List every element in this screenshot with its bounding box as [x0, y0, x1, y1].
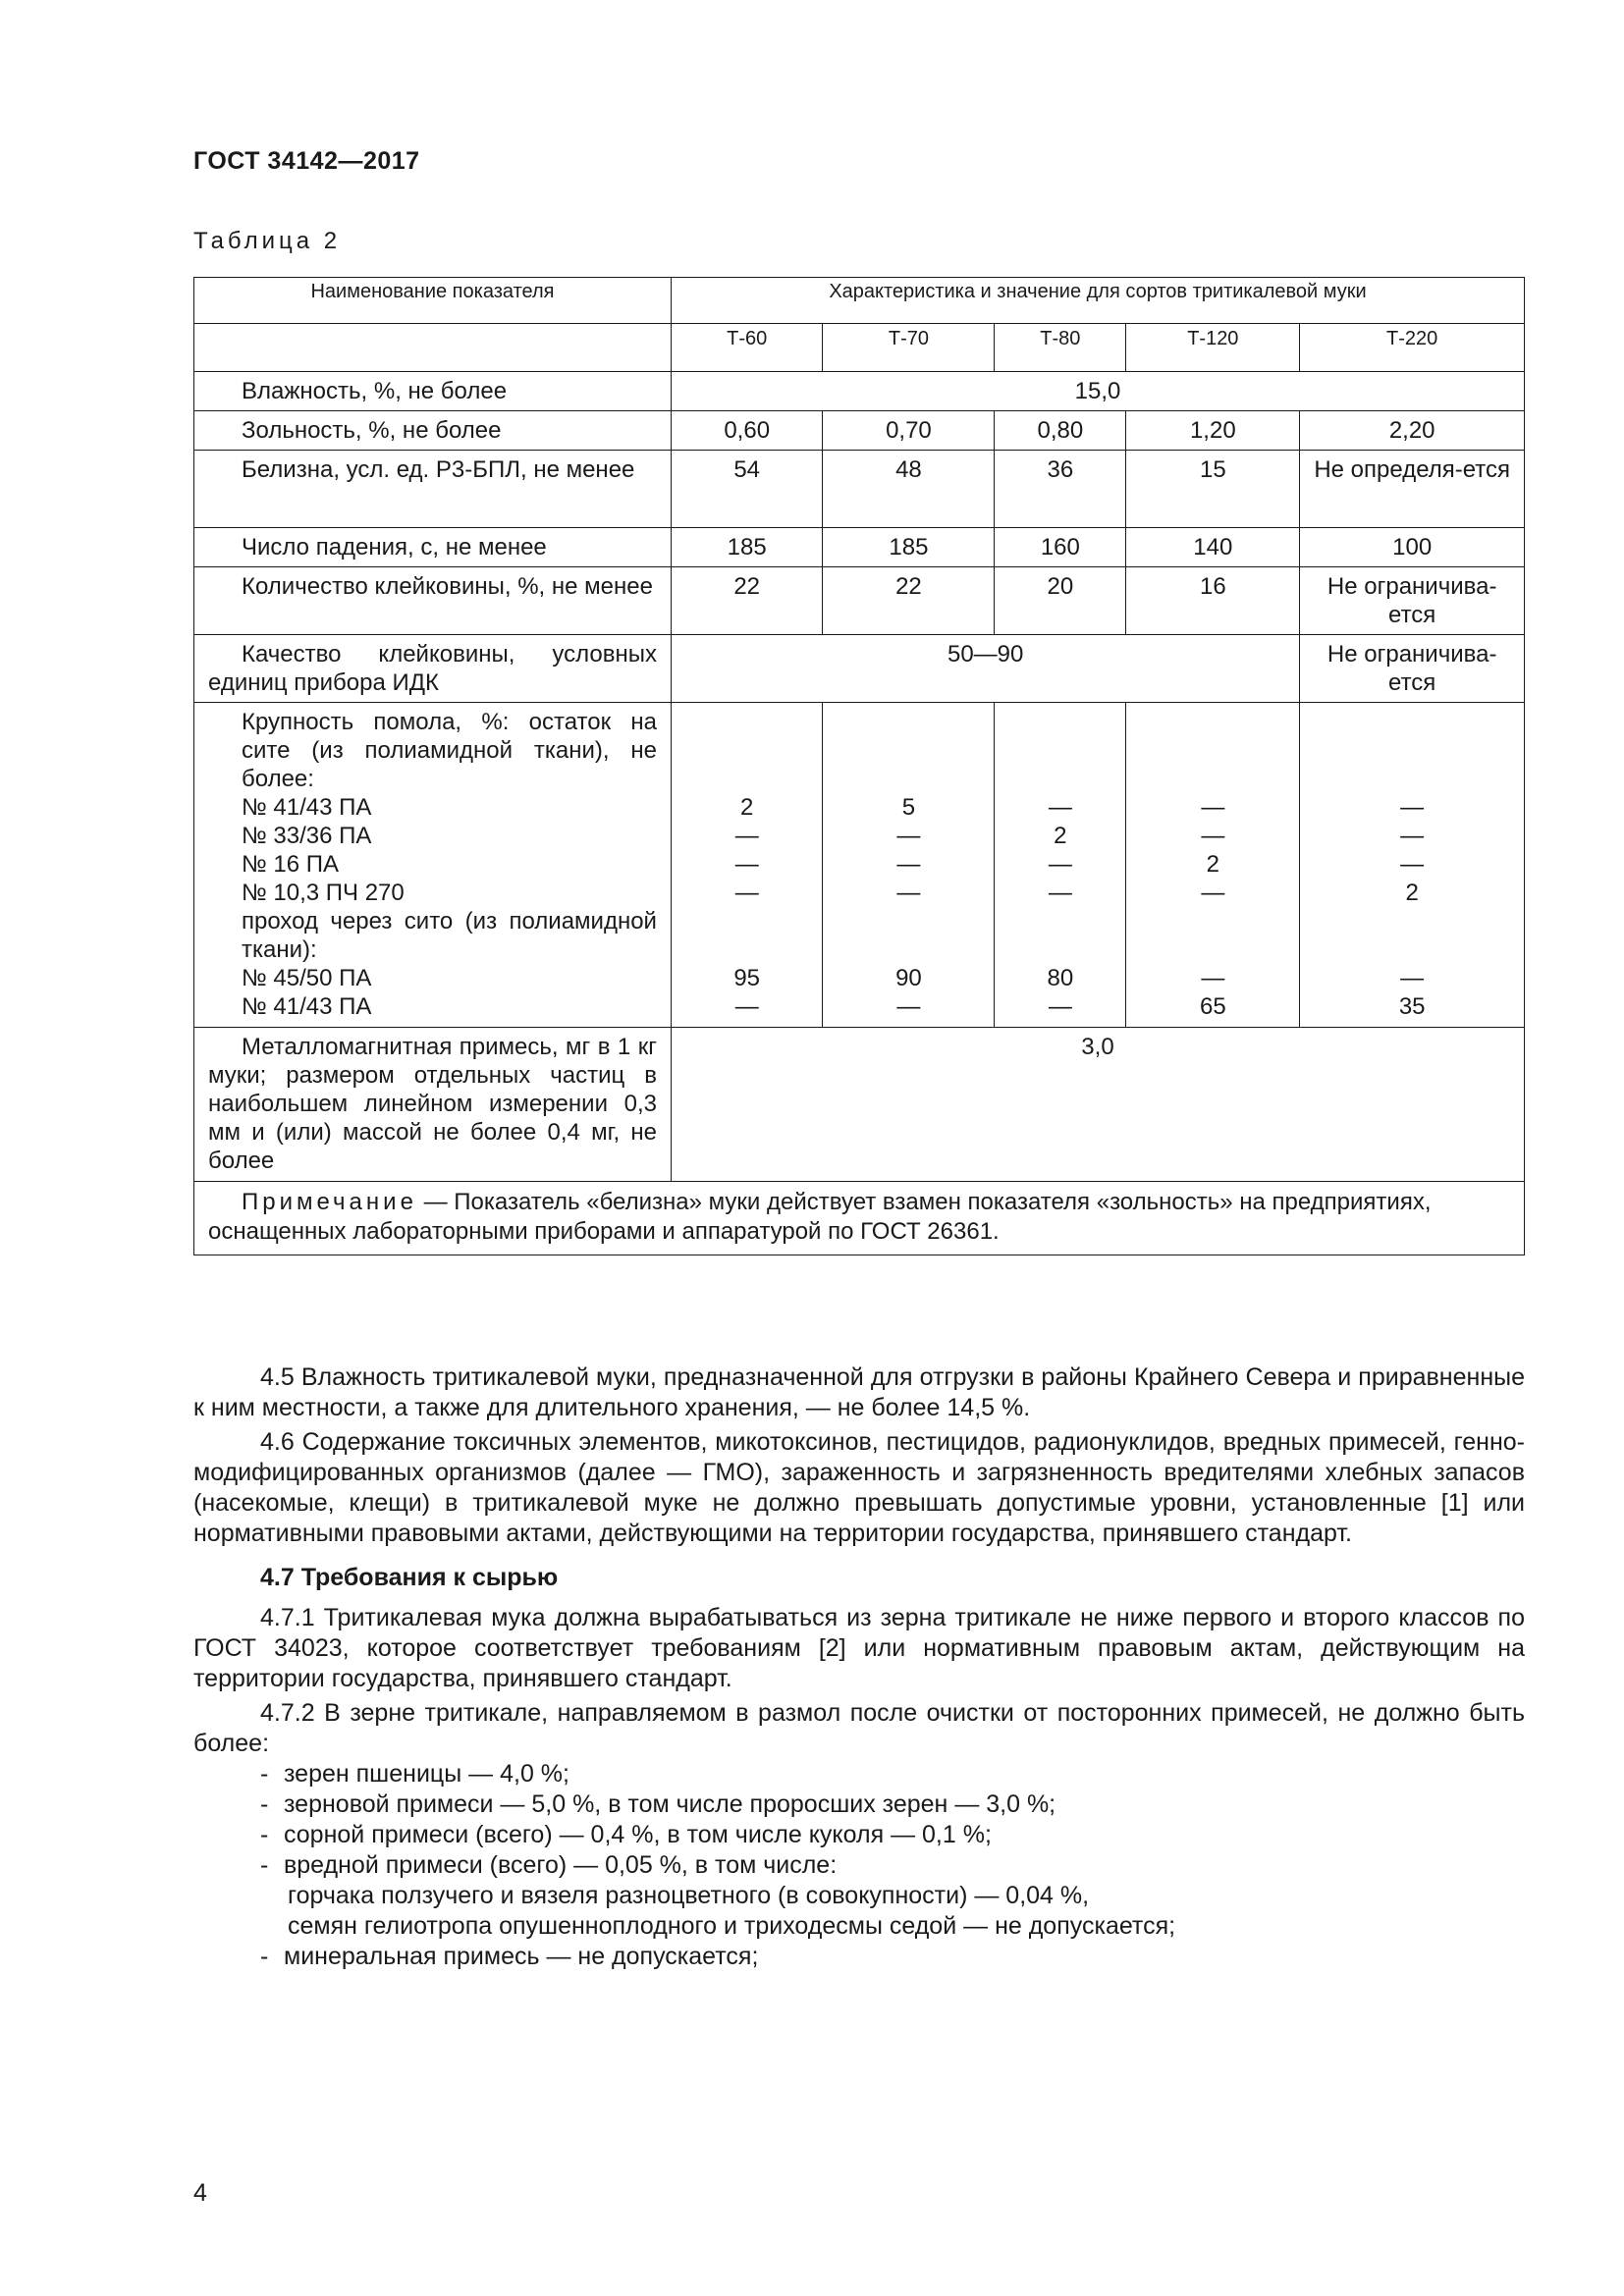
value-cell: — [1048, 880, 1072, 906]
value-cell: 185 [823, 528, 995, 567]
sieve-label: № 33/36 ПА [242, 823, 372, 849]
value-cell: Не определя-ется [1300, 451, 1525, 528]
table-row [194, 635, 1525, 703]
list-item-text: вредной примеси (всего) — 0,05 %, в том числе: [284, 1851, 838, 1879]
value-cell: 1,20 [1126, 411, 1300, 451]
list-item-text: минеральная примесь — не допускается; [284, 1943, 759, 1970]
value-cell: — [1048, 993, 1072, 1020]
row-name-whiteness: Белизна, усл. ед. Р3-БПЛ, не менее [194, 451, 672, 528]
column-header-indicator: Наименование показателя [194, 278, 672, 324]
row-name-gluten-quality: Качество клейковины, условных единиц прибора ИДК [194, 635, 672, 703]
table-row [194, 528, 1525, 567]
value-cell: 2,20 [1300, 411, 1525, 451]
row-name-metal-impurity: Металломагнитная примесь, мг в 1 кг муки; размером отдельных частиц в наибольшем линейном измерении 0,3 мм и (или) массой не более 0,4 мг, не более [194, 1028, 672, 1182]
value-cell: — [734, 993, 759, 1020]
table-caption: Таблица 2 [193, 228, 342, 254]
specification-table [193, 277, 1525, 1255]
row-name-falling-number: Число падения, с, не менее [194, 528, 672, 567]
note-text: — Показатель «белизна» муки действует взамен показателя «зольность» на предприятиях, оснащенных лабораторными приборами и аппаратурой по ГОСТ 26361. [208, 1189, 1432, 1245]
list-item: - минеральная примесь — не допускается; [260, 1943, 759, 1970]
coarseness-values-t70 [823, 703, 995, 1028]
value-cell: 35 [1398, 993, 1426, 1020]
table-row [194, 567, 1525, 635]
value-cell: 80 [1047, 965, 1074, 991]
value-cell: — [1400, 965, 1425, 991]
value-cell: 2 [1206, 851, 1219, 878]
coarseness-intro [208, 708, 657, 793]
grade-header: Т-120 [1126, 324, 1300, 372]
value-cell: 36 [995, 451, 1126, 528]
grade-header: Т-70 [823, 324, 995, 372]
value-cell: 22 [823, 567, 995, 635]
row-name-ash: Зольность, %, не более [194, 411, 672, 451]
value-cell: 2 [1054, 823, 1067, 849]
document-standard-header: ГОСТ 34142—2017 [193, 147, 420, 175]
value-cell: 2 [1405, 880, 1419, 906]
table-header-row [194, 278, 1525, 324]
value-cell: — [1048, 794, 1072, 821]
value-cell: 140 [1126, 528, 1300, 567]
table-note-row [194, 1182, 1525, 1255]
value-cell: 100 [1300, 528, 1525, 567]
value-cell: 22 [671, 567, 822, 635]
value-cell: 0,60 [671, 411, 822, 451]
value-cell: 15 [1126, 451, 1300, 528]
list-item: - зерновой примеси — 5,0 %, в том числе проросших зерен — 3,0 %; [260, 1790, 1056, 1818]
value-moisture: 15,0 [671, 372, 1524, 411]
grade-header: Т-220 [1300, 324, 1525, 372]
value-cell: — [1201, 965, 1225, 991]
value-cell: — [896, 993, 921, 1020]
column-header-grades-group: Характеристика и значение для сортов тритикалевой муки [671, 278, 1524, 324]
value-cell: — [896, 823, 921, 849]
value-cell: — [896, 880, 921, 906]
value-cell: Не ограничива-ется [1300, 567, 1525, 635]
value-cell: — [1201, 823, 1225, 849]
value-cell: — [734, 823, 759, 849]
paragraph-4-7-2: 4.7.2 В зерне тритикале, направляемом в размол после очистки от посторонних примесей, не должно быть более: [193, 1699, 1525, 1757]
row-name-coarseness [194, 703, 672, 1028]
sieve-label: № 41/43 ПА [242, 794, 372, 821]
note-label: Примечание [242, 1189, 417, 1215]
value-cell: 48 [823, 451, 995, 528]
grade-header: Т-80 [995, 324, 1126, 372]
table-note [194, 1182, 1525, 1255]
table-row [194, 372, 1525, 411]
grade-header: Т-60 [671, 324, 822, 372]
table-row [194, 1028, 1525, 1182]
list-item: - вредной примеси (всего) — 0,05 %, в том числе: [260, 1851, 838, 1879]
coarseness-values-t220 [1300, 703, 1525, 1028]
table-row [194, 451, 1525, 528]
value-cell: — [1201, 794, 1225, 821]
value-cell: — [1400, 794, 1425, 821]
value-cell: 0,70 [823, 411, 995, 451]
sieve-label: № 41/43 ПА [242, 993, 372, 1020]
table-row-coarseness [194, 703, 1525, 1028]
list-item: - сорной примеси (всего) — 0,4 %, в том числе куколя — 0,1 %; [260, 1821, 992, 1848]
sub-item: семян гелиотропа опушеннoплодного и триходесмы седой — не допускается; [288, 1912, 1176, 1940]
value-gluten-quality: 50—90 [671, 635, 1299, 703]
sieve-label: № 45/50 ПА [242, 965, 372, 991]
value-cell: — [1400, 823, 1425, 849]
value-cell: — [896, 851, 921, 878]
value-cell: — [1201, 880, 1225, 906]
pass-label: проход через сито (из полиамидной ткани): [242, 908, 657, 963]
value-cell: 90 [895, 965, 922, 991]
page-number: 4 [193, 2179, 207, 2207]
list-item-text: зерновой примеси — 5,0 %, в том числе проросших зерен — 3,0 %; [284, 1790, 1056, 1818]
value-cell: 0,80 [995, 411, 1126, 451]
section-heading-4-7: 4.7 Требования к сырью [260, 1564, 559, 1591]
paragraph-4-5: 4.5 Влажность тритикалевой муки, предназначенной для отгрузки в районы Крайнего Севера и приравненные к ним местности, а также для длительного хранения, — не более 14,5 %. [193, 1363, 1525, 1421]
paragraph-4-7-1: 4.7.1 Тритикалевая мука должна вырабатываться из зерна тритикале не ниже первого и второго классов по ГОСТ 34023, которое соответствует требованиям [2] или нормативным правовым актам, действующим на территории государства, принявшего стандарт. [193, 1604, 1525, 1692]
value-cell: 160 [995, 528, 1126, 567]
value-cell: 20 [995, 567, 1126, 635]
value-cell: 5 [901, 794, 916, 821]
paragraph-4-6: 4.6 Содержание токсичных элементов, микотоксинов, пестицидов, радионуклидов, вредных примесей, генно-модифицированных организмов (далее — ГМО), зараженность и загрязненность вредителями хлебных запасов (насекомые, клещи) в тритикалевой муке не должно превышать допустимые уровни, установленные [1] или нормативными правовыми актами, действующими на территории государства, принявшего стандарт. [193, 1428, 1525, 1547]
body-text [193, 1362, 1525, 1972]
list-item-text: сорной примеси (всего) — 0,4 %, в том числе куколя — 0,1 %; [284, 1821, 992, 1848]
value-cell: 16 [1126, 567, 1300, 635]
value-cell: — [1048, 851, 1072, 878]
sub-item: горчака ползучего и вязеля разноцветного (в совокупности) — 0,04 %, [288, 1882, 1090, 1909]
list-item: - зерен пшеницы — 4,0 %; [260, 1760, 569, 1788]
value-metal-impurity: 3,0 [671, 1028, 1524, 1182]
sieve-label: № 10,3 ПЧ 270 [242, 880, 405, 906]
row-name-moisture: Влажность, %, не более [194, 372, 672, 411]
value-cell: 2 [740, 794, 754, 821]
list-item-text: зерен пшеницы — 4,0 %; [284, 1760, 569, 1788]
sieve-label: № 16 ПА [242, 851, 340, 878]
value-cell: — [734, 851, 759, 878]
coarseness-intro-text: Крупность помола, %: остаток на сите (из полиамидной ткани), не более: [242, 709, 657, 792]
coarseness-values-t80 [995, 703, 1126, 1028]
row-name-gluten-quantity: Количество клейковины, %, не менее [194, 567, 672, 635]
table-grades-row [194, 324, 1525, 372]
empty-header-cell [194, 324, 672, 372]
value-gluten-quality-t220: Не ограничива-ется [1300, 635, 1525, 703]
value-cell: 95 [733, 965, 761, 991]
coarseness-values-t120 [1126, 703, 1300, 1028]
table-row [194, 411, 1525, 451]
value-cell: 65 [1199, 993, 1226, 1020]
coarseness-values-t60 [671, 703, 822, 1028]
value-cell: 185 [671, 528, 822, 567]
value-cell: — [1400, 851, 1425, 878]
value-cell: 54 [671, 451, 822, 528]
value-cell: — [734, 880, 759, 906]
